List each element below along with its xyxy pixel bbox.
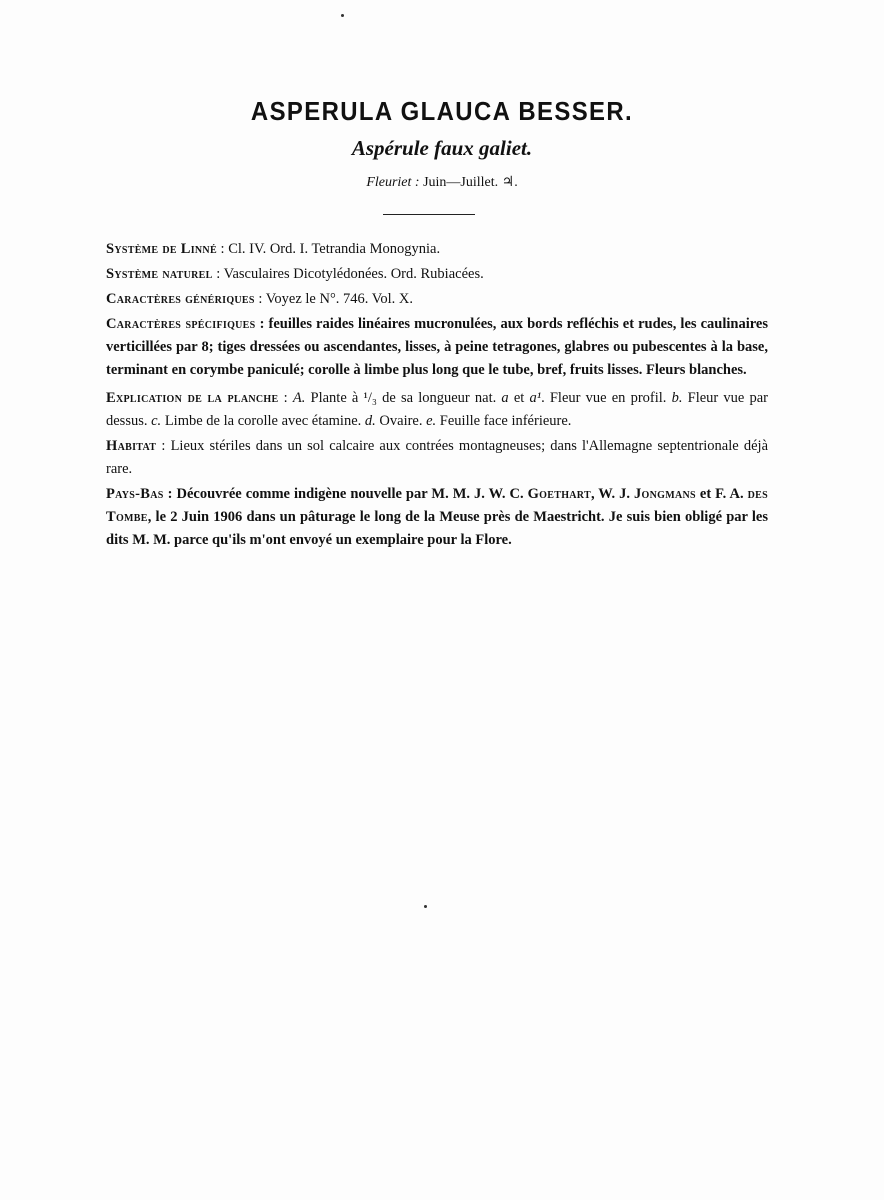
flowering-value: Juin—Juillet. ♃.	[423, 175, 518, 190]
section-label: Habitat	[106, 438, 157, 454]
section-sep: :	[163, 486, 177, 502]
section-generiques	[106, 288, 768, 311]
section-text: Découvrée comme indigène nouvelle par M. M. J. W. C.	[176, 486, 528, 502]
figure-text: de sa longueur nat.	[376, 390, 502, 406]
section-sep: :	[212, 266, 224, 282]
figure-text: Limbe de la corolle avec étamine.	[161, 413, 365, 429]
person-name: Goethart	[527, 486, 591, 502]
figure-letter: a	[501, 390, 509, 406]
section-label: Système de Linné	[106, 241, 217, 257]
speck	[341, 14, 344, 17]
section-text: Lieux stériles dans un sol calcaire aux contrées montagneuses; dans l'Allemagne septentrionale déjà rare.	[106, 438, 768, 477]
section-naturel	[106, 263, 768, 286]
figure-text: Plante à	[305, 390, 364, 406]
figure-letter: d.	[364, 413, 376, 429]
page-subtitle: Aspérule faux galiet.	[351, 136, 533, 160]
section-text: , le 2 Juin 1906 dans un pâturage le long de la Meuse près de Maestricht. Je suis bien obligé par les dits M. M. parce qu'ils m'ont envoyé un exemplaire pour la Flore.	[106, 509, 768, 548]
section-label: Pays-Bas	[106, 486, 164, 502]
section-text: Vasculaires Dicotylédonées. Ord. Rubiacées.	[223, 266, 484, 282]
section-text: Cl. IV. Ord. I. Tetrandia Monogynia.	[228, 241, 441, 257]
section-label: Explication de la planche	[106, 390, 279, 406]
figure-text: . Fleur vue en profil.	[541, 390, 672, 406]
figure-text: Ovaire.	[375, 413, 427, 429]
section-paysbas	[106, 483, 768, 552]
section-sep: :	[216, 241, 229, 257]
section-text: Voyez le N°. 746. Vol. X.	[265, 291, 413, 307]
section-linne	[106, 238, 768, 261]
flowering-line	[0, 174, 884, 191]
section-habitat	[106, 435, 768, 481]
section-specifiques	[106, 313, 768, 382]
flowering-label: Fleuriet :	[366, 175, 420, 190]
speck	[424, 905, 427, 908]
figure-text: et	[508, 390, 530, 406]
page-title: ASPERULA GLAUCA BESSER.	[250, 96, 634, 126]
section-sep: :	[156, 438, 171, 454]
section-label: Caractères génériques	[106, 291, 255, 307]
section-text: , W. J.	[590, 486, 634, 502]
section-text: et F. A.	[695, 486, 748, 502]
section-text: feuilles raides linéaires mucronulées, aux bords refléchis et rudes, les caulinaires verticillées par 8; tiges dressées ou ascendantes, lisses, à peine tetragones, glabres ou pubescentes à la base, terminant en corymbe paniculé; corolle à limbe plus long que le tube, bref, fruits lisses. Fleurs blanches.	[106, 316, 769, 378]
section-sep: :	[254, 291, 266, 307]
section-label: Système naturel	[106, 266, 213, 282]
figure-letter: c.	[151, 413, 162, 429]
figure-text: Feuille face inférieure.	[436, 413, 572, 429]
title-divider	[383, 214, 475, 215]
figure-letter: b.	[671, 390, 683, 406]
section-explication	[106, 387, 768, 433]
person-name: des Tombe	[106, 486, 768, 525]
figure-letter: e.	[426, 413, 437, 429]
figure-letter: A.	[292, 390, 306, 406]
fraction: ¹/₃	[363, 390, 377, 406]
section-label: Caractères spécifiques	[106, 316, 256, 332]
figure-letter: a¹	[529, 390, 542, 406]
figure-text: Fleur vue par dessus.	[106, 390, 769, 429]
section-sep: :	[278, 390, 293, 406]
section-sep: :	[255, 316, 269, 332]
person-name: Jongmans	[634, 486, 696, 502]
description-body	[106, 238, 768, 554]
